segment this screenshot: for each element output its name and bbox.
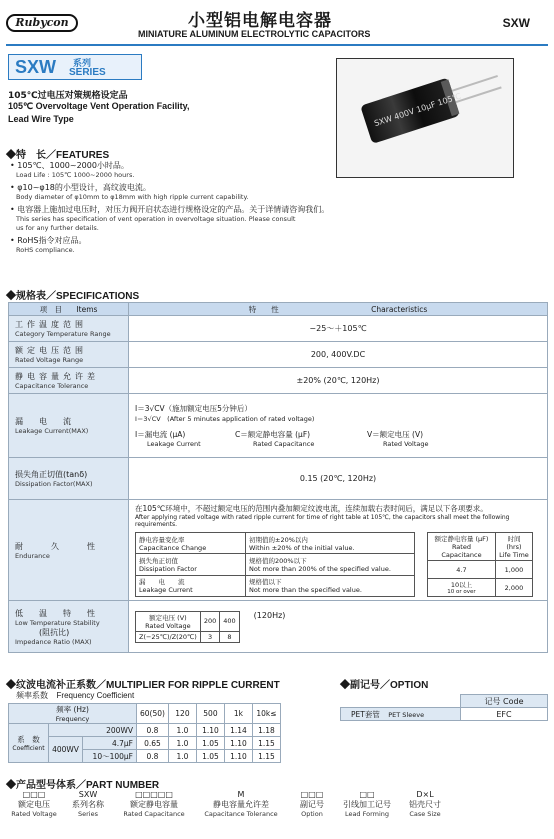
- part-cn-1: 额定电压: [18, 800, 50, 809]
- part-code-7: D×L: [416, 790, 434, 799]
- ripple-sub-cn: 频率系数: [16, 691, 48, 700]
- ripple-cell: 0.8: [137, 724, 169, 737]
- temp-value: −25～＋105℃: [129, 316, 548, 342]
- spec-header-item-en: Items: [76, 304, 98, 314]
- part-en-6: Lead Forming: [344, 810, 390, 818]
- criteria-2-en: Dissipation Factor: [139, 564, 197, 573]
- tolerance-label-cn: 静电容量允许差: [15, 372, 99, 381]
- option-row-code: EFC: [461, 708, 548, 721]
- lowtemp-freq: (120Hz): [253, 610, 286, 620]
- criteria-1-en: Capacitance Change: [139, 543, 207, 552]
- life-row-1-cap: 4.7: [428, 561, 496, 579]
- series-name: SXW: [15, 57, 57, 77]
- endurance-cell: [129, 500, 548, 601]
- temp-label-en: Category Temperature Range: [15, 330, 111, 338]
- lowtemp-row-label: Z(−25℃)/Z(20℃): [136, 631, 201, 642]
- leakage-label-en: Leakage Current(MAX): [15, 427, 89, 435]
- intro-line-2: 105℃ Overvoltage Vent Operation Facility,: [8, 101, 190, 111]
- ripple-cell: 1.10: [224, 750, 252, 763]
- life-head-cap-en: Rated Capacitance: [441, 543, 482, 559]
- ripple-table: [8, 703, 281, 763]
- lowtemp-label2-en: Impedance Ratio (MAX): [15, 637, 92, 646]
- ripple-cell: 1.18: [252, 724, 280, 737]
- lowtemp-table: [135, 611, 240, 643]
- leakage-v-en: Rated Voltage: [383, 440, 429, 448]
- dissipation-label-en: Dissipation Factor(MAX): [15, 480, 93, 488]
- option-heading: ◆副记号／OPTION: [340, 680, 429, 691]
- part-en-5: Option: [301, 810, 323, 818]
- page-title-cn: 小型铝电解电容器: [188, 11, 332, 31]
- brand-logo: Rubycon: [6, 14, 78, 32]
- feature-4-sub: RoHS compliance.: [16, 246, 75, 254]
- header-divider: [6, 44, 548, 46]
- part-code-1: □□□: [22, 790, 46, 799]
- ripple-cell: 1.10: [224, 737, 252, 750]
- option-row-cn: PET套管: [351, 709, 380, 719]
- lowtemp-head-cn: 额定电压 (V): [149, 613, 187, 622]
- lowtemp-r2: 8: [220, 631, 239, 642]
- ripple-row-1-label: 200WV: [49, 724, 137, 737]
- life-row-2-cap: 10以上: [450, 581, 473, 589]
- ripple-coef-en: Coefficient: [12, 745, 45, 752]
- criteria-2-cn: 损失角正切值: [139, 556, 178, 565]
- dissipation-label-cn: 损失角正切值(tanδ): [15, 470, 88, 479]
- option-empty-header: [341, 695, 461, 708]
- ripple-cell: 1.15: [252, 750, 280, 763]
- part-en-7: Case Size: [409, 810, 441, 818]
- tolerance-value: ±20% (20℃, 120Hz): [129, 368, 548, 394]
- spec-table: [8, 302, 548, 653]
- spec-header-item-cn: 项 目: [39, 304, 63, 314]
- part-en-2: Series: [78, 810, 98, 818]
- part-number-row: [6, 790, 546, 830]
- part-cn-3: 额定静电容量: [130, 800, 178, 809]
- criteria-3-value-cn: 规格值以下: [249, 578, 282, 587]
- part-code-2: SXW: [78, 790, 98, 799]
- life-row-2-time: 2,000: [495, 579, 532, 597]
- page-title-en: MINIATURE ALUMINUM ELECTROLYTIC CAPACITORS: [138, 29, 371, 39]
- spec-header-char: [129, 303, 548, 316]
- life-head-cap-cn: 额定静电容量 (μF): [434, 535, 489, 543]
- criteria-3-en: Leakage Current: [139, 586, 193, 595]
- part-en-4: Capacitance Tolerance: [204, 810, 278, 818]
- ripple-cell: 1.10: [196, 724, 224, 737]
- spec-row-dissipation-label: [9, 458, 129, 500]
- ripple-freq-5: 10k≤: [252, 704, 280, 724]
- part-cn-5: 副记号: [300, 800, 324, 809]
- option-col-header: 记号 Code: [461, 695, 548, 708]
- ripple-freq-4: 1k: [224, 704, 252, 724]
- lowtemp-v1: 200: [200, 611, 219, 631]
- part-code-4: M: [237, 790, 245, 799]
- criteria-1-value-en: Within ±20% of the initial value.: [249, 543, 355, 552]
- feature-3-sub2: us for any further details.: [16, 224, 99, 232]
- part-cn-4: 静电容量允许差: [213, 800, 269, 809]
- leakage-cell: [129, 394, 548, 458]
- ripple-coef-label: [9, 724, 49, 763]
- feature-3: • 电容器上施加过电压时，对压力阀开启状态进行规格设定的产品。关于详情请咨询我们。: [10, 205, 330, 214]
- ripple-cell: 1.0: [168, 737, 196, 750]
- voltage-value: 200, 400V.DC: [129, 342, 548, 368]
- life-head-time-cn: 时间 (hrs): [506, 535, 522, 551]
- life-time-table: [427, 532, 533, 597]
- ripple-row-3-label: 10～100μF: [83, 750, 137, 763]
- part-code-6: □□: [359, 790, 375, 799]
- part-code-3: □□□□□: [135, 790, 173, 799]
- ripple-freq-cn: 频率 (Hz): [56, 705, 89, 714]
- ripple-group-label: 400WV: [49, 737, 83, 763]
- criteria-3-value-en: Not more than the specified value.: [249, 586, 362, 595]
- criteria-1-value-cn: 初期值的±20%以内: [249, 535, 308, 544]
- feature-1-sub: Load Life : 105℃ 1000~2000 hours.: [16, 171, 135, 179]
- tolerance-label-en: Capacitance Tolerance: [15, 382, 89, 390]
- life-row-2-cap-en: 10 or over: [447, 589, 476, 595]
- spec-header-char-cn: 特 性: [248, 304, 279, 314]
- feature-3-sub: This series has specification of vent operation in overvoltage situation. Please consult: [16, 215, 296, 223]
- option-row-en: PET Sleeve: [388, 710, 425, 719]
- leakage-formula-cn: I＝3√CV（施加额定电压5分钟后）: [135, 404, 252, 413]
- ripple-freq-1: 60(50): [137, 704, 169, 724]
- ripple-freq-3: 500: [196, 704, 224, 724]
- endurance-label-en: Endurance: [15, 551, 50, 560]
- spec-row-tolerance-label: [9, 368, 129, 394]
- part-heading: ◆产品型号体系／PART NUMBER: [6, 780, 160, 791]
- voltage-label-en: Rated Voltage Range: [15, 356, 84, 364]
- endurance-label-cn: 耐 久 性: [15, 541, 99, 551]
- criteria-3-cn: 漏 电 流: [139, 578, 185, 587]
- endurance-desc-en: After applying rated voltage with rated ripple current for time of right table at 105℃, the capacitors shall meet the following requirements.: [135, 514, 510, 528]
- ripple-cell: 1.0: [168, 750, 196, 763]
- ripple-sub-en: Frequency Coefficient: [56, 691, 135, 700]
- spec-row-lowtemp-label: [9, 601, 129, 653]
- temp-label-cn: 工作温度范围: [15, 320, 87, 329]
- feature-2: • φ10~φ18的小型设计，高纹波电流。: [10, 183, 151, 192]
- leakage-c-en: Rated Capacitance: [253, 440, 315, 448]
- lowtemp-label2-cn: (阻抗比): [39, 627, 70, 637]
- criteria-2-value-cn: 规格值的200%以下: [249, 556, 307, 565]
- lowtemp-head-en: Rated Voltage: [145, 621, 191, 630]
- leakage-i-en: Leakage Current: [147, 440, 201, 448]
- criteria-1-cn: 静电容量变化率: [139, 535, 185, 544]
- criteria-2-value-en: Not more than 200% of the specified value.: [249, 564, 391, 573]
- spec-row-voltage-label: [9, 342, 129, 368]
- series-code: SXW: [502, 16, 530, 30]
- lowtemp-r1: 3: [200, 631, 219, 642]
- option-row-label: [341, 708, 461, 721]
- life-head-time-en: Life Time: [499, 551, 529, 559]
- ripple-cell: 0.65: [137, 737, 169, 750]
- lowtemp-cell: [129, 601, 548, 653]
- part-code-5: □□□: [300, 790, 324, 799]
- spec-heading: ◆规格表／SPECIFICATIONS: [6, 291, 140, 302]
- ripple-freq-header: [9, 704, 137, 724]
- part-cn-2: 系列名称: [72, 800, 104, 809]
- ripple-cell: 0.8: [137, 750, 169, 763]
- ripple-freq-2: 120: [168, 704, 196, 724]
- spec-row-leakage-label: [9, 394, 129, 458]
- feature-1: • 105℃、1000~2000小时品。: [10, 161, 129, 170]
- option-table: [340, 694, 548, 721]
- series-label-cn: 系列: [73, 59, 92, 69]
- spec-row-temp-label: [9, 316, 129, 342]
- endurance-criteria-table: [135, 532, 415, 597]
- ripple-coef-cn: 系 数: [17, 735, 40, 744]
- leakage-label-cn: 漏 电 流: [15, 417, 75, 426]
- ripple-cell: 1.05: [196, 750, 224, 763]
- features-heading: ◆特 长／FEATURES: [6, 150, 110, 161]
- ripple-cell: 1.05: [196, 737, 224, 750]
- feature-4: • RoHS指令对应品。: [10, 236, 87, 245]
- part-en-3: Rated Capacitance: [123, 810, 185, 818]
- leakage-i-cn: I＝漏电流 (μA): [135, 430, 186, 439]
- ripple-subheading: [16, 690, 134, 701]
- voltage-label-cn: 额定电压范围: [15, 346, 87, 355]
- series-label-en: SERIES: [69, 67, 106, 78]
- part-cn-7: 铝壳尺寸: [409, 800, 441, 809]
- ripple-heading: ◆纹波电流补正系数／MULTIPLIER FOR RIPPLE CURRENT: [6, 680, 280, 691]
- ripple-cell: 1.14: [224, 724, 252, 737]
- spec-header-item: [9, 303, 129, 316]
- part-en-1: Rated Voltage: [11, 810, 57, 818]
- leakage-c-cn: C＝额定静电容量 (μF): [235, 430, 311, 439]
- ripple-cell: 1.15: [252, 737, 280, 750]
- feature-2-sub: Body diameter of φ10mm to φ18mm with high ripple current capability.: [16, 193, 249, 201]
- intro-line-3: Lead Wire Type: [8, 114, 74, 124]
- leakage-formula-en: I＝3√CV (After 5 minutes application of rated voltage): [135, 415, 315, 423]
- capacitor-sleeve-text: SXW 400V 10μF 105℃: [373, 91, 463, 129]
- ripple-freq-en: Frequency: [55, 715, 90, 723]
- leakage-v-cn: V＝额定电压 (V): [367, 430, 423, 439]
- series-box: [8, 54, 142, 80]
- ripple-row-2-label: 4.7μF: [83, 737, 137, 750]
- lowtemp-label-cn: 低 温 特 性: [15, 608, 99, 618]
- part-cn-6: 引线加工记号: [343, 800, 391, 809]
- spec-header-char-en: Characteristics: [371, 304, 428, 314]
- life-row-1-time: 1,000: [495, 561, 532, 579]
- product-photo: [336, 58, 514, 178]
- endurance-desc-cn: 在105℃环境中，不超过额定电压的范围内叠加额定纹波电流，连续加载右表时间后，满足以下各项要求。: [135, 504, 488, 513]
- intro-line-1: 105℃过电压对策规格设定品: [8, 91, 128, 101]
- dissipation-value: 0.15 (20℃, 120Hz): [129, 458, 548, 500]
- ripple-cell: 1.0: [168, 724, 196, 737]
- lowtemp-label-en: Low Temperature Stability: [15, 618, 100, 627]
- lowtemp-v2: 400: [220, 611, 239, 631]
- spec-row-endurance-label: [9, 500, 129, 601]
